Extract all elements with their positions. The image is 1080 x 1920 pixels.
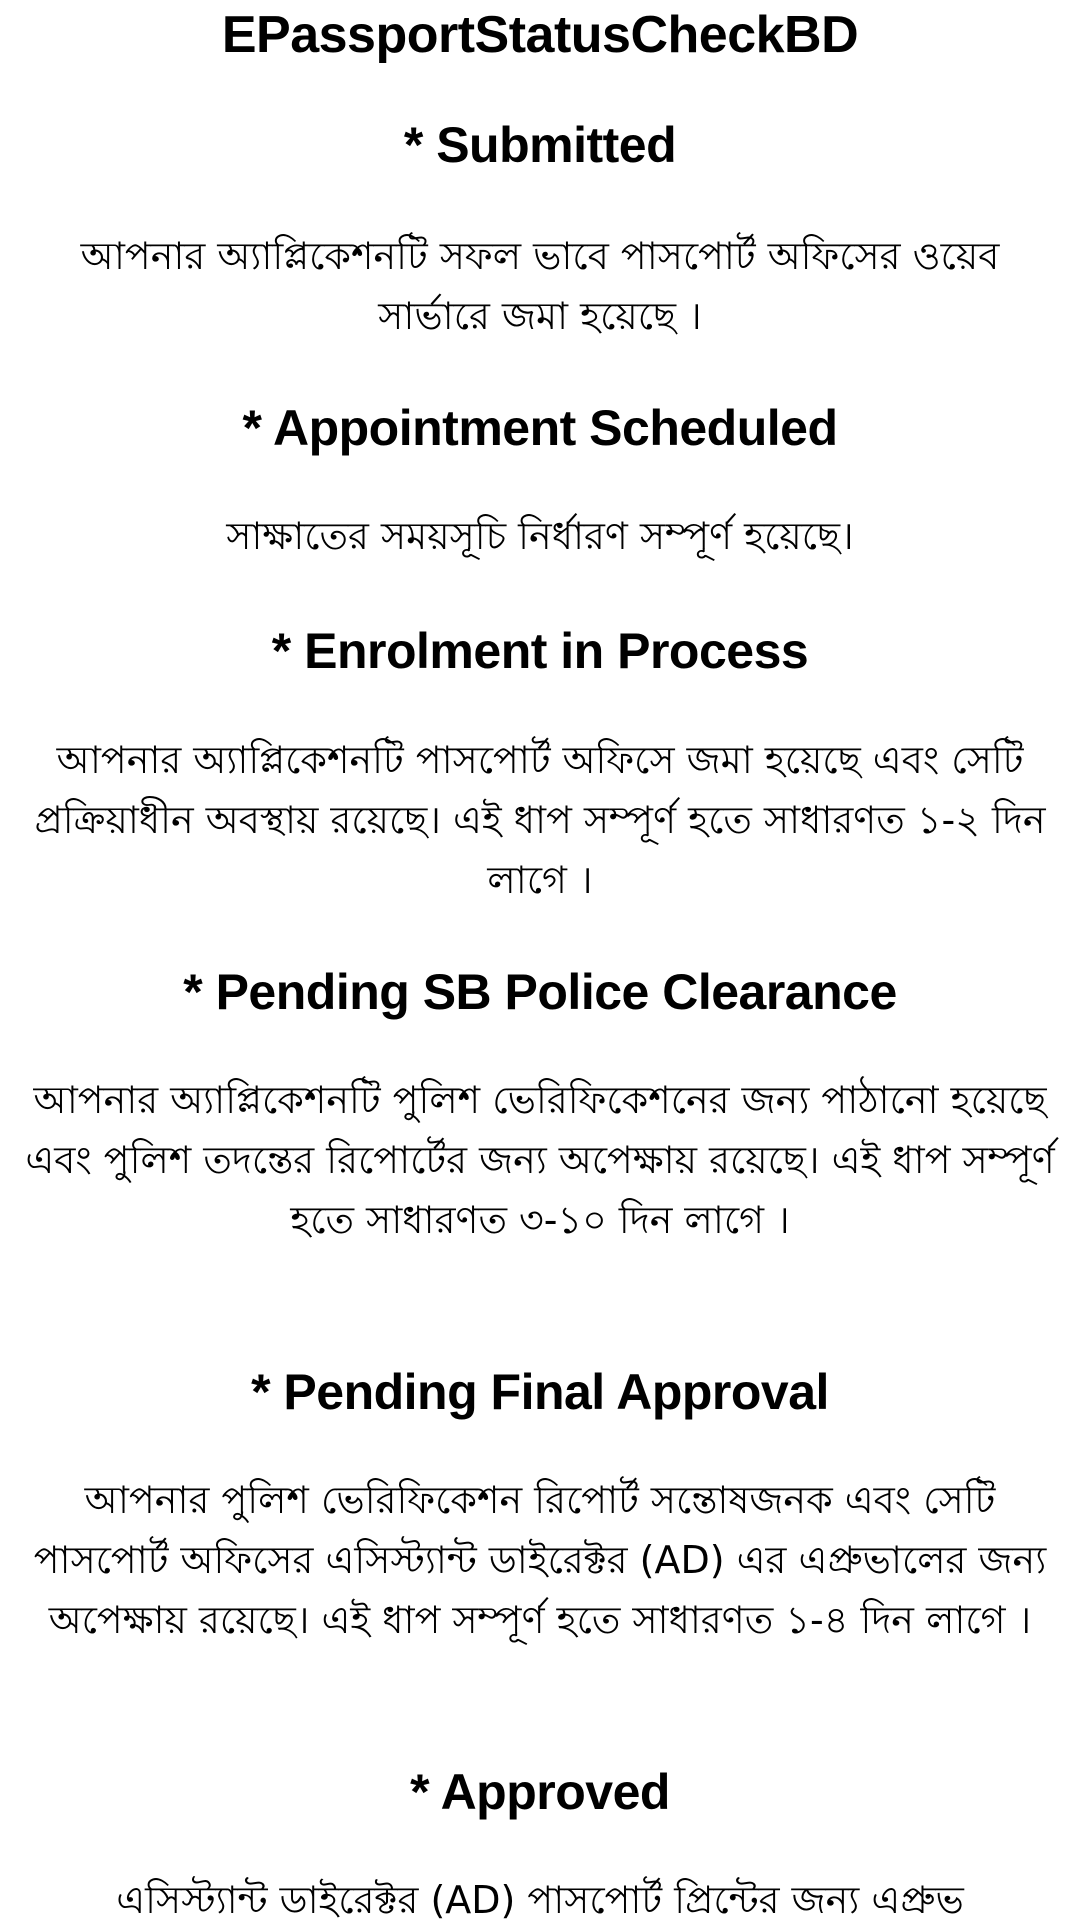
status-heading-approved: * Approved xyxy=(410,1764,670,1820)
status-description-appointment-scheduled: সাক্ষাতের সময়সূচি নির্ধারণ সম্পূর্ণ হয়েছে। xyxy=(226,514,854,558)
status-description-submitted: আপনার অ্যাপ্লিকেশনটি সফল ভাবে পাসপোর্ট অফিসের ওয়েব সার্ভারে জমা হয়েছে । xyxy=(80,234,1000,338)
status-heading-submitted: * Submitted xyxy=(403,117,677,173)
status-heading-enrolment-in-process: * Enrolment in Process xyxy=(271,623,809,679)
page-title: EPassportStatusCheckBD xyxy=(221,6,859,64)
status-heading-appointment-scheduled: * Appointment Scheduled xyxy=(242,400,838,456)
status-heading-pending-final-approval: * Pending Final Approval xyxy=(251,1364,829,1420)
status-description-pending-sb-police-clearance: আপনার অ্যাপ্লিকেশনটি পুলিশ ভেরিফিকেশনের জন্য পাঠানো হয়েছে এবং পুলিশ তদন্তের রিপোর্টের জন্য অপেক্ষায় রয়েছে। এই ধাপ সম্পূর্ণ হতে সাধারণত ৩-১০ দিন লাগে । xyxy=(25,1078,1055,1242)
status-heading-pending-sb-police-clearance: * Pending SB Police Clearance xyxy=(183,964,897,1020)
status-description-approved: এসিস্ট্যান্ট ডাইরেক্টর (AD) পাসপোর্ট প্রিন্টের জন্য এপ্রুভ xyxy=(116,1878,964,1920)
status-description-pending-final-approval: আপনার পুলিশ ভেরিফিকেশন রিপোর্ট সন্তোষজনক এবং সেটি পাসপোর্ট অফিসের এসিস্ট্যান্ট ডাইরেক্টর (AD) এর এপ্রুভালের জন্য অপেক্ষায় রয়েছে। এই ধাপ সম্পূর্ণ হতে সাধারণত ১-৪ দিন লাগে । xyxy=(33,1478,1047,1642)
status-description-enrolment-in-process: আপনার অ্যাপ্লিকেশনটি পাসপোর্ট অফিসে জমা হয়েছে এবং সেটি প্রক্রিয়াধীন অবস্থায় রয়েছে। এই ধাপ সম্পূর্ণ হতে সাধারণত ১-২ দিন লাগে । xyxy=(34,738,1046,902)
